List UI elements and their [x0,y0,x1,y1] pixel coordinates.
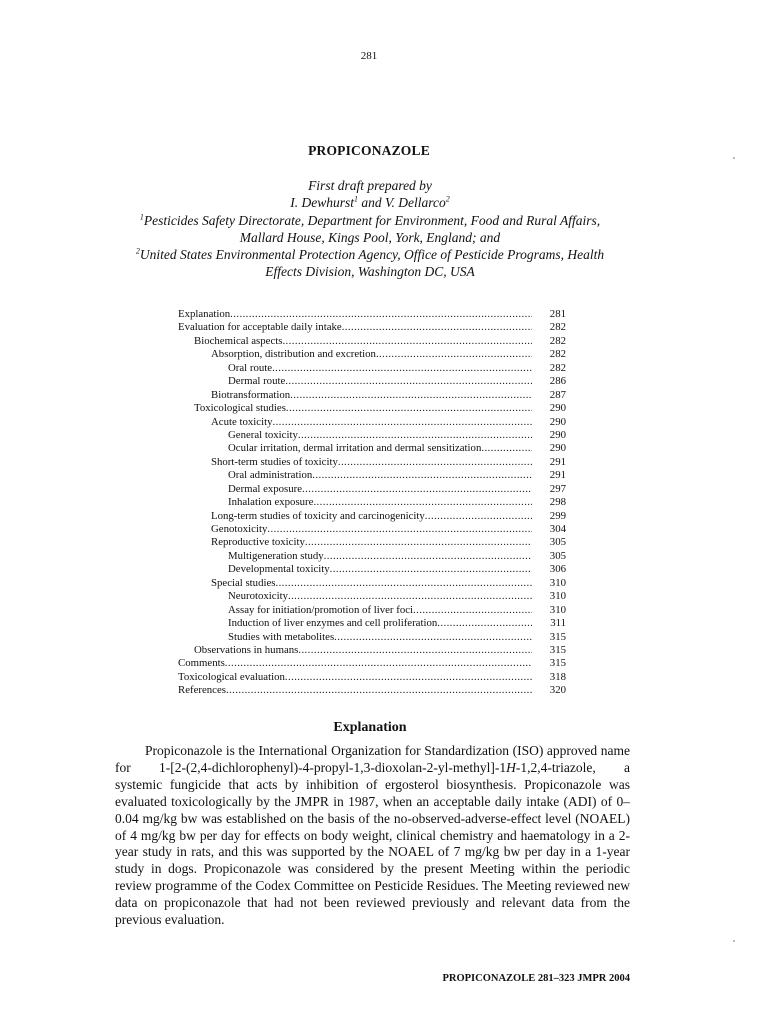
affiliation-2-line-a [115,246,625,263]
toc-entry [178,375,566,388]
toc-entry-label: Inhalation exposure [228,496,314,509]
toc-entry-page: 311 [550,617,566,630]
toc-entry-label: Absorption, distribution and excretion [211,348,376,361]
authors-and: and [358,195,385,211]
toc-leader-dots [275,577,532,590]
toc-entry-label: Acute toxicity [211,415,273,428]
toc-entry-page: 305 [549,536,566,549]
toc-entry-page: 304 [549,523,566,535]
draft-line: First draft prepared by [308,178,432,193]
toc-leader-dots [272,362,532,375]
toc-entry-page: 282 [549,361,566,374]
toc-entry [178,563,566,576]
toc-entry-label: Biotransformation [211,388,291,401]
toc-entry-page: 305 [549,549,566,562]
toc-entry [178,510,566,523]
toc-entry-page: 310 [549,576,566,589]
affiliation-1-sup: 1 [139,212,144,222]
authors-line [115,194,625,211]
toc-entry [178,684,566,697]
affiliation-2-text-a: United States Environmental Protection Agency, Office of Pesticide Programs, Health [139,247,605,263]
toc-leader-dots [334,631,532,644]
toc-leader-dots [413,604,532,617]
toc-entry [178,671,566,684]
toc-leader-dots [298,644,532,657]
toc-entry-label: Explanation [178,308,231,320]
toc-entry-label: Assay for initiation/promotion of liver foci [228,603,414,616]
toc-entry-label: Oral administration [228,469,313,482]
toc-entry-page: 291 [549,455,566,468]
toc-entry [178,657,566,670]
affiliation-1-text-a: Pesticides Safety Directorate, Department for Environment, Food and Rural Affairs, [143,212,601,228]
toc-entry-label: Dermal exposure [228,482,303,495]
table-of-contents [178,308,566,698]
body-paragraph-part-a: Propiconazole is the International Organization for Standardization (ISO) approved name for 1-[2-(2,4-dichlorophenyl)-4-propyl-1,3-dioxolan-2-yl-methyl]-1 [115,743,630,775]
document-title: PROPICONAZOLE [308,143,430,158]
toc-leader-dots [298,429,532,442]
toc-entry [178,442,566,455]
toc-entry-label: Observations in humans [194,643,299,656]
toc-entry-page: 290 [549,415,566,428]
toc-leader-dots [481,442,532,455]
toc-entry [178,604,566,617]
toc-leader-dots [285,671,532,684]
toc-entry-label: Toxicological studies [194,402,286,415]
toc-entry [178,362,566,375]
toc-leader-dots [312,469,532,482]
toc-entry [178,523,566,536]
toc-entry-label: Dermal route [228,375,286,388]
toc-leader-dots [225,657,532,670]
author-1: I. Dewhurst [290,195,354,211]
toc-entry [178,631,566,644]
toc-entry-page: 282 [549,321,566,334]
toc-leader-dots [285,375,532,388]
toc-entry-label: Toxicological evaluation [178,670,285,683]
toc-entry [178,536,566,549]
toc-entry [178,402,566,415]
toc-entry [178,389,566,402]
toc-entry-page: 282 [549,348,566,361]
toc-leader-dots [324,550,532,563]
toc-leader-dots [286,402,532,415]
toc-leader-dots [425,510,532,523]
toc-entry-page: 290 [549,442,566,455]
toc-entry-label: Oral route [228,361,273,374]
toc-entry [178,590,566,603]
toc-entry-label: Multigeneration study [228,549,324,562]
toc-entry-label: Reproductive toxicity [211,536,305,549]
toc-entry [178,429,566,442]
section-heading: Explanation [333,720,407,735]
toc-leader-dots [313,496,532,509]
toc-entry [178,321,566,334]
toc-leader-dots [290,389,532,402]
toc-entry-page: 281 [549,308,566,320]
toc-entry-page: 298 [549,496,566,509]
affiliation-1-line-a [115,212,625,229]
toc-entry-label: Comments [178,657,225,670]
toc-entry-page: 320 [549,684,566,697]
toc-entry-label: Evaluation for acceptable daily intake [178,321,342,334]
page-number: 281 [360,50,378,62]
toc-entry-page: 318 [549,670,566,683]
toc-entry-label: General toxicity [228,428,298,441]
toc-entry [178,644,566,657]
body-paragraph-part-b: -1,2,4-triazole, a systemic fungicide that acts by inhibition of ergosterol biosynthesis. Propiconazole was evaluated toxicologically by the JMPR in 1987, when an acceptable daily intake (ADI) of 0–0.04 mg/kg bw was established on the basis of the no-observed-adverse-effect level (NOAEL) of 4 mg/kg bw per day for effects on body weight, clinical chemistry and haematology in a 2-year study in rats, and this was supported by the NOAEL of 7 mg/kg bw per day in a 1-year study in dogs. Propiconazole was considered by the present Meeting within the periodic review programme of the Codex Committee on Pesticide Residues. The Meeting reviewed new data on propiconazole that had not been reviewed previously and relevant data from the previous evaluation. [115,759,630,928]
toc-entry-page: 286 [549,375,566,388]
author-2: V. Dellarco [385,195,446,211]
toc-entry [178,469,566,482]
footer: PROPICONAZOLE 281–323 JMPR 2004 [442,973,630,984]
toc-entry-page: 310 [549,603,566,616]
toc-entry-label: Studies with metabolites [228,630,335,643]
toc-leader-dots [342,321,532,334]
author-2-sup: 2 [445,194,450,204]
toc-entry-label: References [178,684,226,697]
toc-entry [178,335,566,348]
toc-entry [178,577,566,590]
margin-mark [733,157,735,159]
toc-entry [178,483,566,496]
toc-entry-label: Long-term studies of toxicity and carcinogenicity [211,509,425,522]
toc-entry-page: 306 [549,563,566,576]
toc-entry-page: 282 [549,334,566,347]
toc-entry-page: 290 [549,402,566,415]
toc-entry [178,617,566,630]
body-text [115,743,630,929]
toc-leader-dots [282,335,532,348]
toc-entry-label: Special studies [211,576,276,589]
toc-leader-dots [437,617,532,630]
toc-entry-page: 291 [549,469,566,482]
affiliation-2-sup: 2 [135,246,140,256]
toc-entry-label: Neurotoxicity [228,590,288,603]
toc-entry-page: 299 [549,509,566,522]
toc-entry-page: 290 [549,428,566,441]
toc-leader-dots [267,523,532,536]
toc-leader-dots [230,308,532,321]
toc-entry [178,348,566,361]
toc-entry [178,308,566,321]
toc-leader-dots [376,348,532,361]
toc-entry-label: Induction of liver enzymes and cell proliferation [228,617,438,630]
author-1-sup: 1 [354,194,358,204]
toc-entry-label: Developmental toxicity [228,563,330,576]
toc-leader-dots [226,684,532,697]
toc-entry [178,416,566,429]
toc-entry-page: 297 [549,482,566,495]
margin-mark [733,940,735,942]
toc-entry-label: Biochemical aspects [194,334,283,347]
toc-entry-label: Short-term studies of toxicity [211,455,338,468]
toc-entry-page: 315 [549,630,566,643]
toc-entry [178,496,566,509]
toc-leader-dots [302,483,532,496]
toc-entry-label: Ocular irritation, dermal irritation and dermal sensitization [228,442,482,455]
toc-leader-dots [305,536,532,549]
affiliation-2-line-b: Effects Division, Washington DC, USA [265,264,475,280]
toc-entry-page: 287 [549,388,566,401]
toc-entry-label: Genotoxicity [211,523,268,535]
toc-leader-dots [272,416,532,429]
toc-entry-page: 315 [549,643,566,656]
affiliation-1-line-b: Mallard House, Kings Pool, York, England; and [239,229,501,245]
body-paragraph-italic-h: H [506,759,516,775]
credits-block [115,177,625,281]
toc-leader-dots [288,590,532,603]
toc-entry-page: 315 [549,657,566,670]
body-paragraph [115,743,630,929]
toc-leader-dots [338,456,532,469]
toc-entry [178,550,566,563]
toc-leader-dots [330,563,532,576]
toc-entry [178,456,566,469]
toc-entry-page: 310 [549,590,566,603]
